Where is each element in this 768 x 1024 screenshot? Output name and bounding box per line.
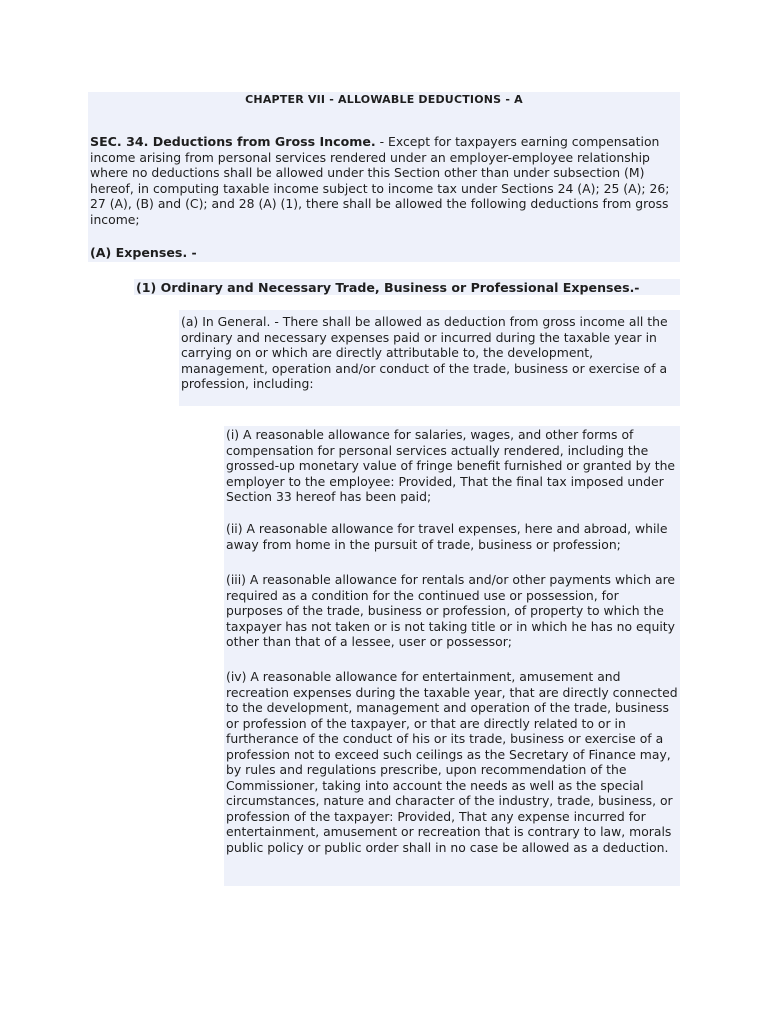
item-ii: (ii) A reasonable allowance for travel expenses, here and abroad, while away from home in the pursuit of trade, business or profession; — [226, 521, 668, 552]
section-34-paragraph — [90, 134, 678, 227]
ordinary-suffix: .- — [629, 280, 640, 295]
expenses-label: (A) Expenses — [90, 245, 183, 260]
ordinary-heading — [136, 280, 680, 296]
section-text: - Except for taxpayers earning compensation income arising from personal services rendered under an employer-employee relationship where no deductions shall be allowed under this Section other than under subsection (M) hereof, in computing taxable income subject to income tax under Sections 24 (A); 25 (A); 26; 27 (A), (B) and (C); and 28 (A) (1), there shall be allowed the following deductions from gross income; — [90, 134, 670, 227]
item-iii: (iii) A reasonable allowance for rentals and/or other payments which are required as a condition for the continued use or possession, for purposes of the trade, business or profession, of property to which the taxpayer has not taken or is not taking title or in which he has no equity other than that of a lessee, user or possessor; — [226, 572, 676, 649]
item-i: (i) A reasonable allowance for salaries, wages, and other forms of compensation for personal services actually rendered, including the grossed-up monetary value of fringe benefit furnished or granted by the employer to the employee: Provided, That the final tax imposed under Section 33 hereof has been paid; — [226, 427, 676, 504]
ordinary-label: (1) Ordinary and Necessary Trade, Business or Professional Expenses — [136, 280, 630, 295]
chapter-title: CHAPTER VII - ALLOWABLE DEDUCTIONS - A — [245, 93, 523, 106]
item-iv: (iv) A reasonable allowance for entertainment, amusement and recreation expenses during the taxable year, that are directly connected to the development, management and operation of the trade, business or profession of the taxpayer, or that are directly related to or in furtherance of the conduct of his or its trade, business or exercise of a profession not to exceed such ceilings as the Secretary of Finance may, by rules and regulations prescribe, upon recommendation of the Commissioner, taking into account the needs as well as the special circumstances, nature and character of the industry, trade, business, or profession of the taxpayer: Provided, That any expense incurred for entertainment, amusement or recreation that is contrary to law, morals public policy or public order shall in no case be allowed as a deduction. — [226, 669, 678, 855]
section-heading: SEC. 34. Deductions from Gross Income. — [90, 134, 376, 149]
in-general-paragraph: (a) In General. - There shall be allowed as deduction from gross income all the ordinary and necessary expenses paid or incurred during the taxable year in carrying on or which are directly attributable to, the development, management, operation and/or conduct of the trade, business or exercise of a profession, including: — [181, 314, 668, 391]
expenses-heading — [90, 245, 678, 261]
expenses-suffix: . - — [182, 245, 197, 260]
